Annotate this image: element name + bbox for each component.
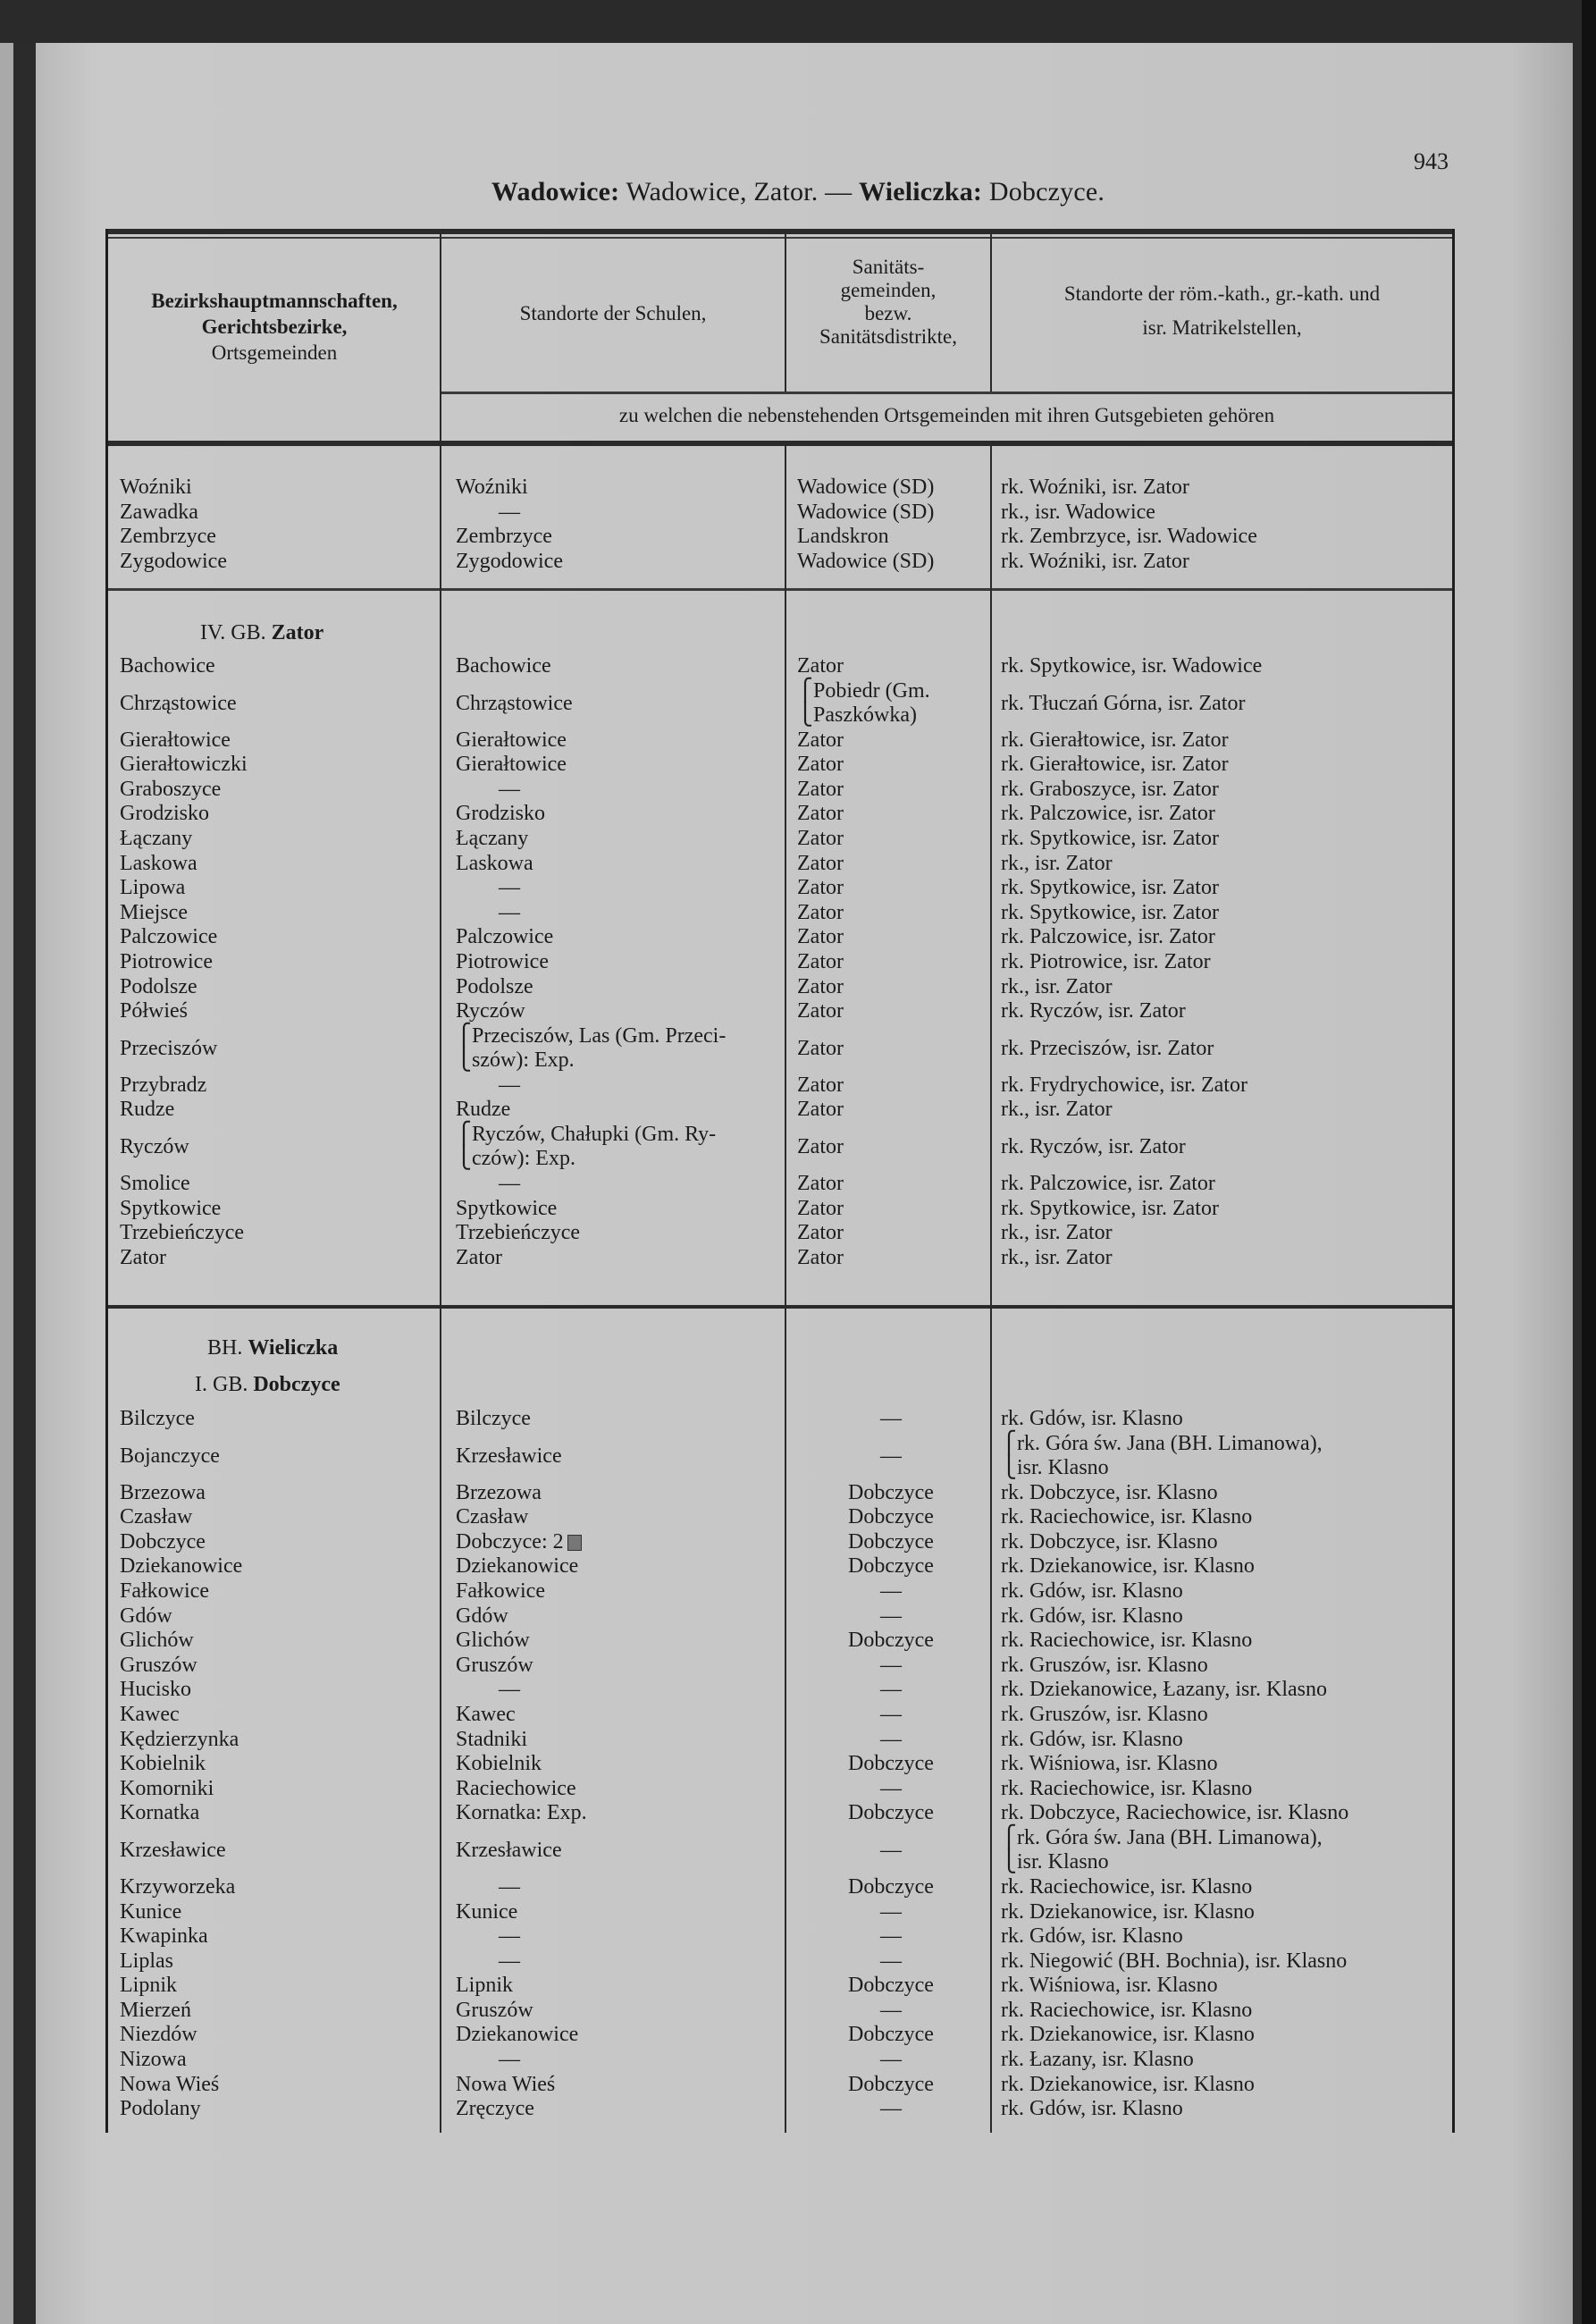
school-book-icon <box>567 1535 582 1551</box>
table-cell: Kędzierzynka <box>120 1727 239 1751</box>
header-col1-line2: Gerichtsbezirke, <box>201 316 348 338</box>
table-cell: rk. Ryczów, isr. Zator <box>1001 1134 1186 1158</box>
table-cell: Zator <box>797 753 844 777</box>
table-cell: Glichów <box>120 1629 194 1653</box>
table-cell: Zator <box>797 974 844 998</box>
table-cell: Wadowice (SD) <box>797 476 935 499</box>
table-cell: rk. Gdów, isr. Klasno <box>1001 1579 1183 1603</box>
table-cell-two-line <box>797 679 930 728</box>
block2-col-schule <box>456 654 726 1270</box>
block3-col-matrikel <box>1001 1407 1348 2122</box>
running-head-gb1: Wadowice, Zator. <box>626 177 819 206</box>
table-cell: rk. Dobczyce, isr. Klasno <box>1001 1480 1218 1504</box>
table-cell: Liplas <box>120 1949 173 1973</box>
table-cell: — <box>499 1874 520 1899</box>
header-col3-line3: bezw. <box>864 302 912 324</box>
table-cell: Zator <box>797 1098 844 1122</box>
table-cell: Gdów <box>120 1604 172 1628</box>
table-cell: Gruszów <box>120 1653 197 1677</box>
table-cell: Dziekanowice <box>456 1554 579 1579</box>
table-cell: — <box>499 1171 520 1195</box>
table-cell-line: ⎩Paszkówka) <box>797 703 917 728</box>
section-name: Zator <box>271 621 324 644</box>
table-cell: Dobczyce <box>848 1752 934 1776</box>
table-cell: — <box>880 1949 902 1973</box>
table-cell: Dobczyce <box>848 2072 934 2096</box>
table-cell-line: ⎧rk. Góra św. Jana (BH. Limanowa), <box>1001 1431 1323 1455</box>
table-cell: Kawec <box>120 1702 180 1726</box>
table-cell: rk. Dziekanowice, isr. Klasno <box>1001 2072 1255 2096</box>
table-cell-two-line <box>456 1024 726 1074</box>
table-cell: — <box>880 1444 902 1468</box>
table-cell: rk. Dziekanowice, Łazany, isr. Klasno <box>1001 1678 1327 1702</box>
table-cell: Podolsze <box>456 974 533 998</box>
table-cell: Fałkowice <box>456 1579 545 1603</box>
table-cell: rk. Gdów, isr. Klasno <box>1001 2097 1183 2121</box>
table-cell: Landskron <box>797 525 889 549</box>
table-cell: Bilczyce <box>456 1407 531 1430</box>
header-col1-line1: Bezirkshauptmannschaften, <box>151 290 398 312</box>
table-cell: Piotrowice <box>456 949 549 973</box>
table-cell: Trzebieńczyce <box>120 1221 245 1245</box>
table-cell: rk. Raciechowice, isr. Klasno <box>1001 1998 1253 2022</box>
table-cell: rk. Ryczów, isr. Zator <box>1001 999 1186 1023</box>
table-cell: Dobczyce <box>848 1554 934 1579</box>
table-cell: Grodzisko <box>456 802 545 826</box>
table-cell: Zator <box>456 1245 502 1269</box>
table-cell: Dobczyce <box>120 1529 206 1554</box>
table-cell: rk. Palczowice, isr. Zator <box>1001 925 1215 949</box>
header-bottom-rule <box>105 441 1455 446</box>
table-cell: Zator <box>797 654 844 678</box>
block1-col-gemeinde <box>120 476 227 574</box>
bh-prefix: BH. <box>207 1336 243 1360</box>
table-cell: Kobielnik <box>120 1752 206 1776</box>
table-cell: rk. Gierałtowice, isr. Zator <box>1001 728 1229 752</box>
table-cell: Czasław <box>120 1505 193 1529</box>
table-cell-two-line <box>1001 1432 1348 1481</box>
table-cell: — <box>880 1678 902 1702</box>
table-cell: Dobczyce <box>848 1874 934 1899</box>
table-cell: Lipnik <box>456 1974 513 1998</box>
table-cell: rk. Dobczyce, Raciechowice, isr. Klasno <box>1001 1801 1349 1825</box>
table-cell: Gruszów <box>456 1998 533 2022</box>
table-cell: Rudze <box>120 1098 175 1122</box>
table-cell: Zator <box>797 876 844 900</box>
table-cell: Krzesławice <box>456 1838 562 1862</box>
block2-col-sanitaet <box>797 654 930 1270</box>
section-name: Dobczyce <box>253 1373 340 1396</box>
table-cell: Łączany <box>120 826 193 850</box>
table-cell: — <box>499 1924 520 1949</box>
block1-col-matrikel <box>1001 476 1257 574</box>
block2-section-title <box>120 615 433 652</box>
table-cell: Ryczów <box>120 1134 189 1158</box>
table-cell: rk. Dziekanowice, isr. Klasno <box>1001 2023 1255 2047</box>
header-col4-line2: isr. Matrikelstellen, <box>1142 316 1302 339</box>
table-cell: rk. Łazany, isr. Klasno <box>1001 2048 1194 2072</box>
table-cell: Zator <box>797 728 844 752</box>
block3-col-sanitaet <box>797 1407 985 2122</box>
table-cell: Stadniki <box>456 1727 528 1751</box>
table-cell: rk. Raciechowice, isr. Klasno <box>1001 1629 1253 1653</box>
gazetteer-table <box>105 229 1455 2133</box>
table-cell: Zator <box>797 1073 844 1097</box>
table-cell: Ryczów <box>456 999 525 1023</box>
table-cell: Laskowa <box>456 851 533 875</box>
table-cell: Kawec <box>456 1702 516 1726</box>
table-cell: Gruszów <box>456 1653 533 1677</box>
table-cell: rk. Wiśniowa, isr. Klasno <box>1001 1974 1218 1998</box>
running-head-separator: — <box>825 177 853 206</box>
page-number: 943 <box>1414 148 1449 174</box>
table-cell: Dobczyce <box>848 1974 934 1998</box>
table-cell: rk., isr. Zator <box>1001 1245 1113 1269</box>
table-cell: Gierałtowiczki <box>120 753 248 777</box>
table-cell: Spytkowice <box>456 1196 558 1220</box>
table-top-rule <box>105 229 1455 234</box>
section-prefix: I. GB. <box>195 1373 248 1396</box>
binding-shadow <box>13 43 37 2324</box>
table-cell: Zator <box>797 1196 844 1220</box>
table-cell: Woźniki <box>120 476 192 499</box>
table-cell: Przeciszów <box>120 1036 218 1060</box>
table-cell: Zator <box>797 1245 844 1269</box>
table-cell: rk., isr. Zator <box>1001 974 1113 998</box>
header-col1-line3: Ortsgemeinden <box>211 341 338 364</box>
table-cell: Smolice <box>120 1171 190 1195</box>
table-cell: — <box>499 1678 520 1702</box>
table-cell-two-line <box>456 1123 726 1172</box>
table-cell: Krzyworzeka <box>120 1874 236 1899</box>
table-cell-line: ⎩isr. Klasno <box>1001 1850 1109 1874</box>
table-cell: Krzesławice <box>456 1444 562 1468</box>
table-cell: Zygodowice <box>456 549 563 573</box>
table-cell: Kornatka: Exp. <box>456 1801 587 1825</box>
table-cell: — <box>499 900 520 924</box>
header-col4-line1: Standorte der röm.-kath., gr.-kath. und <box>1063 282 1381 305</box>
table-cell: Zator <box>797 1134 844 1158</box>
table-cell: rk. Gruszów, isr. Klasno <box>1001 1702 1208 1726</box>
table-cell: Miejsce <box>120 900 188 924</box>
table-cell: — <box>880 1838 902 1862</box>
binding-edge <box>0 43 13 2324</box>
table-cell: rk. Gierałtowice, isr. Zator <box>1001 753 1229 777</box>
table-cell-line: ⎧Przeciszów, Las (Gm. Przeci- <box>456 1023 727 1048</box>
table-cell: rk. Zembrzyce, isr. Wadowice <box>1001 525 1257 549</box>
table-cell: Bachowice <box>456 654 551 678</box>
table-cell: Brzezowa <box>120 1480 206 1504</box>
table-cell: Zator <box>797 826 844 850</box>
block1-col-schule <box>456 476 563 574</box>
running-head-gb2: Dobczyce. <box>988 177 1105 206</box>
header-col3-line4: Sanitätsdistrikte, <box>819 325 957 348</box>
block2-col-matrikel <box>1001 654 1262 1270</box>
table-cell: Zator <box>797 949 844 973</box>
block3-col-gemeinde <box>120 1407 242 2122</box>
table-cell: rk. Gruszów, isr. Klasno <box>1001 1653 1208 1677</box>
table-cell: Łączany <box>456 826 529 850</box>
table-cell: rk. Gdów, isr. Klasno <box>1001 1727 1183 1751</box>
header-col3-line1: Sanitäts- <box>852 256 925 278</box>
table-cell: Zembrzyce <box>456 525 552 549</box>
table-cell: Spytkowice <box>120 1196 222 1220</box>
running-head-bh1: Wadowice: <box>491 177 620 206</box>
table-cell: Laskowa <box>120 851 197 875</box>
table-cell: rk. Gdów, isr. Klasno <box>1001 1924 1183 1949</box>
table-cell: rk. Niegowić (BH. Bochnia), isr. Klasno <box>1001 1949 1348 1973</box>
table-cell: Zygodowice <box>120 549 227 573</box>
table-cell: — <box>499 876 520 900</box>
table-cell: Kornatka <box>120 1801 200 1825</box>
table-cell: Rudze <box>456 1098 511 1122</box>
table-cell: rk. Dziekanowice, isr. Klasno <box>1001 1554 1255 1579</box>
table-cell: rk. Gdów, isr. Klasno <box>1001 1407 1183 1430</box>
table-cell: Zawadka <box>120 500 198 524</box>
column-divider-2 <box>785 446 786 2133</box>
table-cell: Kunice <box>120 1899 182 1924</box>
table-cell-line: ⎩isr. Klasno <box>1001 1456 1109 1480</box>
table-cell: rk. Frydrychowice, isr. Zator <box>1001 1073 1247 1097</box>
table-cell: Fałkowice <box>120 1579 209 1603</box>
table-cell: Gierałtowice <box>120 728 231 752</box>
table-cell: Dobczyce <box>848 1629 934 1653</box>
table-cell: — <box>880 1899 902 1924</box>
table-cell: Woźniki <box>456 476 528 499</box>
header-col-sanitaet <box>786 256 990 349</box>
table-cell: rk. Gdów, isr. Klasno <box>1001 1604 1183 1628</box>
table-cell-line: ⎧rk. Góra św. Jana (BH. Limanowa), <box>1001 1825 1323 1849</box>
table-cell-two-line <box>1001 1826 1348 1875</box>
table-cell: rk., isr. Zator <box>1001 1221 1113 1245</box>
header-col-gemeinden <box>109 288 440 366</box>
block2-col-gemeinde <box>120 654 248 1270</box>
table-cell: rk. Spytkowice, isr. Zator <box>1001 826 1219 850</box>
table-cell: Dobczyce <box>848 1801 934 1825</box>
table-cell: rk., isr. Zator <box>1001 1098 1113 1122</box>
table-cell: Zręczyce <box>456 2097 534 2121</box>
table-cell-line: ⎩szów): Exp. <box>456 1048 575 1073</box>
table-cell: — <box>880 1998 902 2022</box>
table-cell: rk. Spytkowice, isr. Wadowice <box>1001 654 1263 678</box>
table-cell: Dziekanowice <box>456 2023 579 2047</box>
table-right-border <box>1452 229 1455 2133</box>
table-cell: — <box>499 1073 520 1097</box>
table-cell: Dobczyce <box>848 1529 934 1554</box>
table-cell: rk. Piotrowice, isr. Zator <box>1001 949 1211 973</box>
table-cell: Komorniki <box>120 1776 214 1800</box>
table-cell-line: ⎧Ryczów, Chałupki (Gm. Ry- <box>456 1122 717 1146</box>
column-divider-1 <box>440 234 441 2133</box>
table-cell: Zator <box>797 1036 844 1060</box>
table-cell: Zator <box>797 1171 844 1195</box>
block3-section-title <box>120 1330 433 1403</box>
table-top-rule-inner <box>105 237 1455 239</box>
table-cell: rk. Raciechowice, isr. Klasno <box>1001 1874 1253 1899</box>
block1-col-sanitaet <box>797 476 934 574</box>
table-cell: Kobielnik <box>456 1752 542 1776</box>
table-cell: — <box>880 1727 902 1751</box>
table-cell: Brzezowa <box>456 1480 542 1504</box>
table-cell: Bilczyce <box>120 1407 195 1430</box>
table-cell: Trzebieńczyce <box>456 1221 581 1245</box>
header-col-schulen: Standorte der Schulen, <box>519 302 707 324</box>
table-cell: Kwapinka <box>120 1924 208 1949</box>
table-cell: rk. Dobczyce, isr. Klasno <box>1001 1529 1218 1554</box>
table-cell: — <box>880 2097 902 2121</box>
table-cell: Nowa Wieś <box>120 2072 220 2096</box>
table-cell: Zator <box>797 925 844 949</box>
running-head <box>0 177 1596 207</box>
column-divider-3 <box>990 446 992 2133</box>
block1-bottom-rule <box>105 588 1455 591</box>
table-cell: Graboszyce <box>120 777 222 801</box>
table-cell: Kunice <box>456 1899 518 1924</box>
table-cell: Raciechowice <box>456 1776 576 1800</box>
table-cell: — <box>880 1653 902 1677</box>
table-cell: rk. Spytkowice, isr. Zator <box>1001 1196 1219 1220</box>
table-cell: Podolany <box>120 2097 201 2121</box>
table-cell: — <box>880 1604 902 1628</box>
table-cell: Przybradz <box>120 1073 207 1097</box>
table-cell: rk. Graboszyce, isr. Zator <box>1001 777 1219 801</box>
table-cell: Lipnik <box>120 1974 177 1998</box>
table-cell: Chrząstowice <box>120 691 237 715</box>
table-cell: Dziekanowice <box>120 1554 243 1579</box>
table-cell: Zator <box>120 1245 166 1269</box>
table-cell: Dobczyce <box>848 1480 934 1504</box>
table-cell: Gierałtowice <box>456 728 567 752</box>
table-cell: Bachowice <box>120 654 215 678</box>
block3-col-schule <box>456 1407 587 2122</box>
table-cell: Niezdów <box>120 2023 197 2047</box>
table-cell-text: Dobczyce: 2 <box>456 1529 564 1554</box>
table-cell: Czasław <box>456 1505 529 1529</box>
table-cell: Nowa Wieś <box>456 2072 556 2096</box>
table-cell: rk. Raciechowice, isr. Klasno <box>1001 1505 1253 1529</box>
table-cell: Piotrowice <box>120 949 213 973</box>
table-cell: Dobczyce <box>848 1505 934 1529</box>
table-cell-line: ⎩czów): Exp. <box>456 1147 575 1171</box>
table-cell: rk. Woźniki, isr. Zator <box>1001 549 1189 573</box>
table-cell: Półwieś <box>120 999 189 1023</box>
table-cell: rk. Przeciszów, isr. Zator <box>1001 1036 1214 1060</box>
scan-edge <box>1582 0 1596 2324</box>
table-cell: — <box>880 1407 902 1430</box>
table-cell: Zator <box>797 777 844 801</box>
table-cell: — <box>880 1702 902 1726</box>
section-prefix: IV. GB. <box>200 621 266 644</box>
table-cell: Palczowice <box>120 925 218 949</box>
table-cell: — <box>499 500 520 524</box>
table-cell-line: ⎧Pobiedr (Gm. <box>797 678 930 703</box>
table-cell: rk. Palczowice, isr. Zator <box>1001 1171 1215 1195</box>
table-cell: Zator <box>797 1221 844 1245</box>
table-cell: Chrząstowice <box>456 691 573 715</box>
table-cell: Hucisko <box>120 1678 191 1702</box>
table-cell: rk. Dziekanowice, isr. Klasno <box>1001 1899 1255 1924</box>
table-cell: Wadowice (SD) <box>797 500 935 524</box>
table-cell: — <box>880 1579 902 1603</box>
table-cell: — <box>499 2048 520 2072</box>
table-cell: Palczowice <box>456 925 554 949</box>
table-cell: rk., isr. Zator <box>1001 851 1113 875</box>
table-cell: rk. Tłuczań Górna, isr. Zator <box>1001 691 1246 715</box>
table-cell: Zembrzyce <box>120 525 216 549</box>
table-cell: Gierałtowice <box>456 753 567 777</box>
table-cell: Bojanczyce <box>120 1444 220 1468</box>
table-cell: — <box>499 777 520 801</box>
table-cell-with-symbol <box>456 1530 587 1555</box>
header-span-note: zu welchen die nebenstehenden Ortsgemeinden mit ihren Gutsgebieten gehören <box>618 404 1275 426</box>
table-cell: rk. Raciechowice, isr. Klasno <box>1001 1776 1253 1800</box>
table-cell: Zator <box>797 900 844 924</box>
table-cell: Dobczyce <box>848 2023 934 2047</box>
table-cell: Mierzeń <box>120 1998 191 2022</box>
table-cell: Gdów <box>456 1604 508 1628</box>
table-cell: — <box>499 1949 520 1973</box>
table-cell: Krzesławice <box>120 1838 226 1862</box>
header-col3-line2: gemeinden, <box>840 279 937 301</box>
header-span-rule <box>441 392 1455 394</box>
table-cell: Zator <box>797 851 844 875</box>
table-cell: rk. Spytkowice, isr. Zator <box>1001 876 1219 900</box>
table-cell: — <box>880 1776 902 1800</box>
block2-bottom-rule <box>105 1305 1455 1309</box>
running-head-bh2: Wieliczka: <box>859 177 983 206</box>
table-cell: Zator <box>797 802 844 826</box>
table-cell: rk. Spytkowice, isr. Zator <box>1001 900 1219 924</box>
table-cell: — <box>880 2048 902 2072</box>
table-cell: — <box>880 1924 902 1949</box>
table-left-border <box>105 229 108 2133</box>
table-cell: Grodzisko <box>120 802 209 826</box>
table-cell: rk., isr. Wadowice <box>1001 500 1155 524</box>
table-cell: Wadowice (SD) <box>797 549 935 573</box>
table-cell: Nizowa <box>120 2048 187 2072</box>
table-cell: Lipowa <box>120 876 186 900</box>
table-cell: Podolsze <box>120 974 197 998</box>
table-cell: rk. Palczowice, isr. Zator <box>1001 802 1215 826</box>
table-cell: Zator <box>797 999 844 1023</box>
header-col-matrikel <box>992 277 1452 345</box>
table-cell: Glichów <box>456 1629 530 1653</box>
table-cell: rk. Woźniki, isr. Zator <box>1001 476 1189 499</box>
bh-name: Wieliczka <box>248 1336 339 1360</box>
table-cell: rk. Wiśniowa, isr. Klasno <box>1001 1752 1218 1776</box>
